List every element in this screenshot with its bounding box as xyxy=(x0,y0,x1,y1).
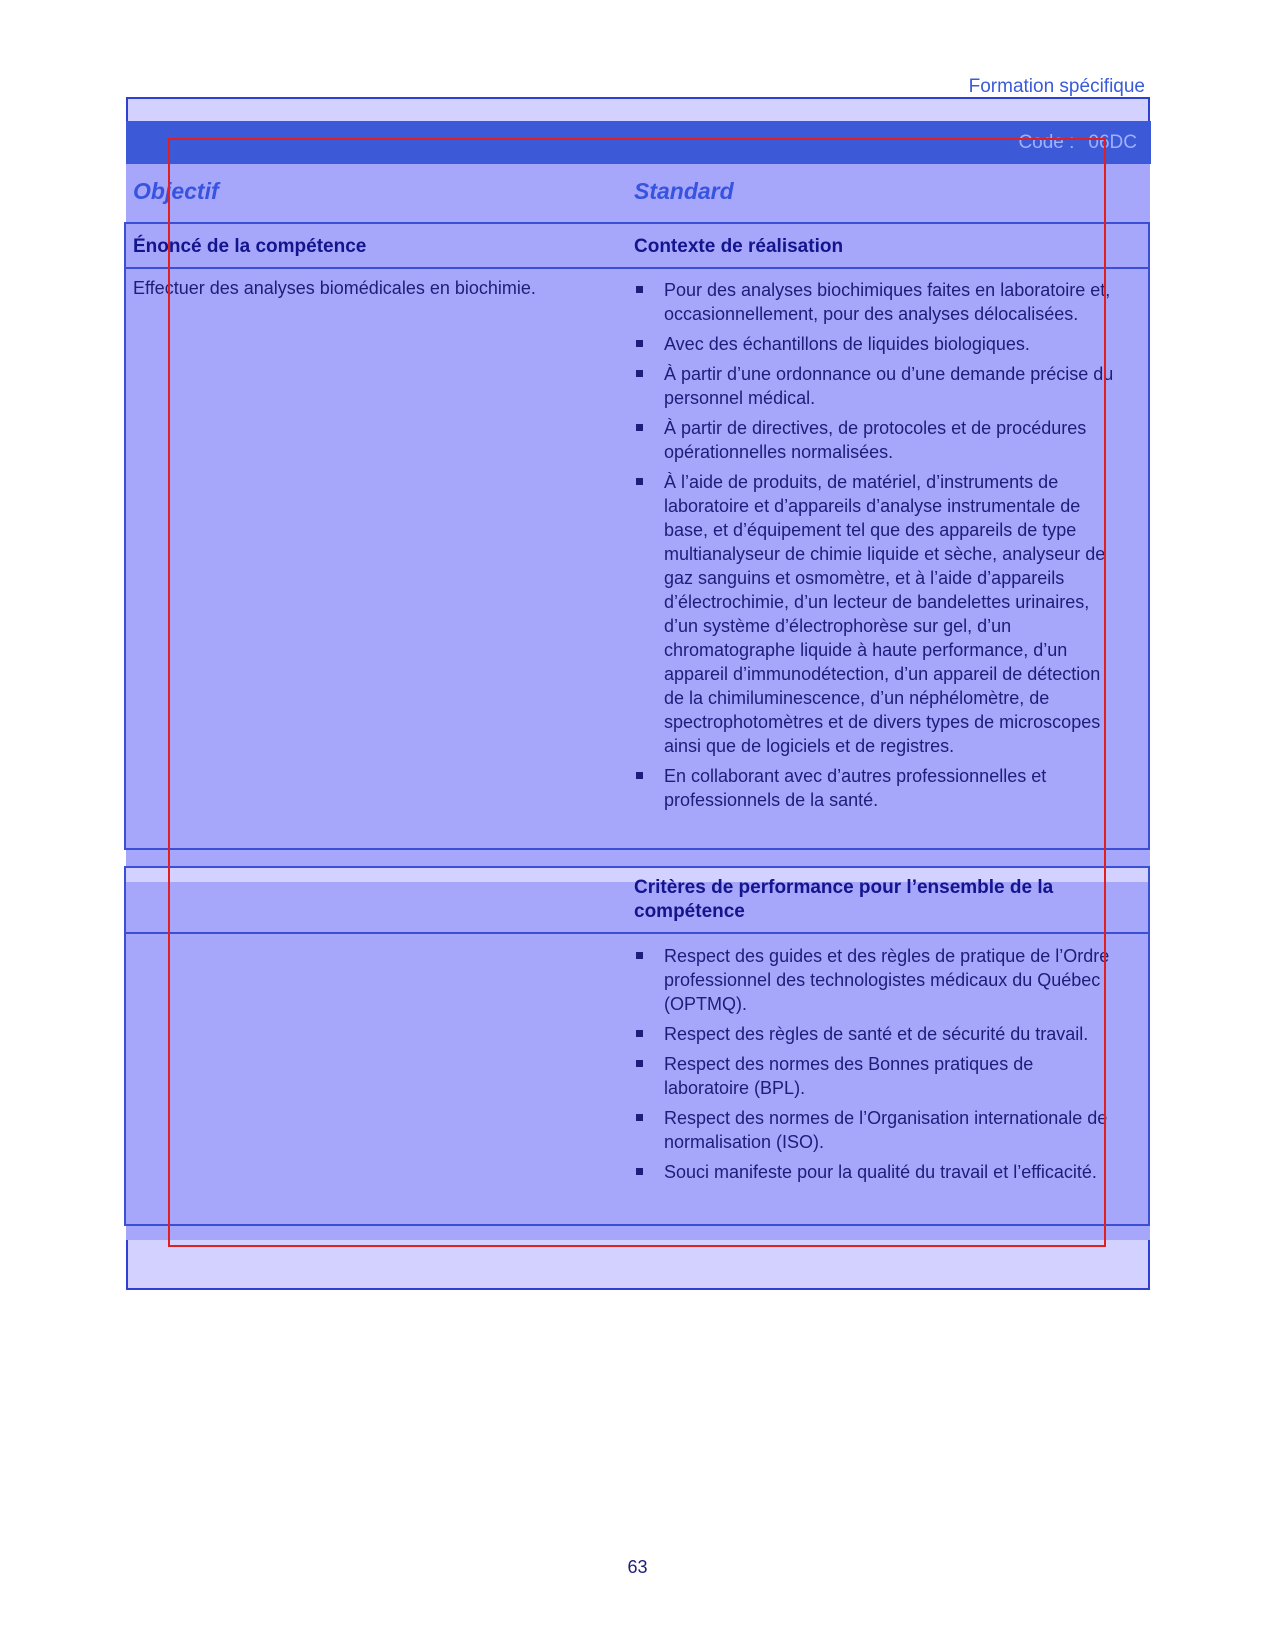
code-value: 06DC xyxy=(1088,131,1137,153)
list-item xyxy=(634,1022,1119,1046)
objective-heading: Objectif xyxy=(133,178,219,204)
list-item-text: Respect des normes de l’Organisation internationale de normalisation (ISO). xyxy=(664,1108,1108,1152)
list-item xyxy=(634,764,1119,812)
list-item-text: Respect des règles de santé et de sécurité du travail. xyxy=(664,1024,1089,1044)
list-item-text: En collaborant avec d’autres professionnelles et professionnels de la santé. xyxy=(664,766,1047,810)
bullet-icon xyxy=(636,1114,643,1121)
standard-heading: Standard xyxy=(634,178,734,204)
list-item-text: À partir d’une ordonnance ou d’une demande précise du personnel médical. xyxy=(664,364,1114,408)
list-item xyxy=(634,416,1119,464)
list-item xyxy=(634,278,1119,326)
bullet-icon xyxy=(636,340,643,347)
bullet-icon xyxy=(636,1060,643,1067)
divider xyxy=(124,932,1150,934)
bullet-icon xyxy=(636,952,643,959)
list-item-text: À partir de directives, de protocoles et de procédures opérationnelles normalisées. xyxy=(664,418,1087,462)
performance-subheading: Critères de performance pour l’ensemble de la compétence xyxy=(634,877,1054,922)
bullet-icon xyxy=(636,1030,643,1037)
list-item-text: Avec des échantillons de liquides biologiques. xyxy=(664,334,1030,354)
list-item xyxy=(634,1106,1119,1154)
bullet-icon xyxy=(636,370,643,377)
list-item-text: Respect des normes des Bonnes pratiques de laboratoire (BPL). xyxy=(664,1054,1034,1098)
bullet-icon xyxy=(636,478,643,485)
list-item-text: Respect des guides et des règles de pratique de l’Ordre professionnel des technologistes médicaux du Québec (OPTMQ). xyxy=(664,946,1110,1014)
list-item xyxy=(634,362,1119,410)
list-item-text: Pour des analyses biochimiques faites en laboratoire et, occasionnellement, pour des analyses délocalisées. xyxy=(664,280,1111,324)
bullet-icon xyxy=(636,1168,643,1175)
list-item xyxy=(634,1160,1119,1184)
list-item xyxy=(634,1052,1119,1100)
divider xyxy=(124,267,1150,269)
competence-subheading: Énoncé de la compétence xyxy=(133,236,367,257)
list-item-text: À l’aide de produits, de matériel, d’instruments de laboratoire et d’appareils d’analyse instrumentale de base, et d’équipement tel que des appareils de type multianalyseur de chimie liquide et sèche, analyseur de gaz sanguins et osmomètre, et à l’aide d’appareils d’électrochimie, d’un lecteur de bandelettes urinaires, d’un système d’électrophorèse sur gel, d’un chromatographe liquide à haute performance, d’un appareil d’immunodétection, d’un appareil de détection de la chimiluminescence, d’un néphélomètre, de spectrophotomètres et de divers types de microscopes ainsi que de logiciels et de registres. xyxy=(664,472,1106,756)
bullet-icon xyxy=(636,772,643,779)
list-item xyxy=(634,470,1119,758)
code-label: Code : xyxy=(1018,131,1075,153)
page-number: 63 xyxy=(627,1557,648,1577)
list-item xyxy=(634,944,1119,1016)
list-item xyxy=(634,332,1119,356)
performance-list xyxy=(634,944,1119,1190)
context-list xyxy=(634,278,1119,818)
bullet-icon xyxy=(636,424,643,431)
competence-statement: Effectuer des analyses biomédicales en biochimie. xyxy=(133,278,536,298)
context-subheading: Contexte de réalisation xyxy=(634,236,844,257)
code-bar xyxy=(126,121,1151,164)
list-item-text: Souci manifeste pour la qualité du travail et l’efficacité. xyxy=(664,1162,1097,1182)
section-link[interactable]: Formation spécifique xyxy=(968,76,1145,97)
bullet-icon xyxy=(636,286,643,293)
